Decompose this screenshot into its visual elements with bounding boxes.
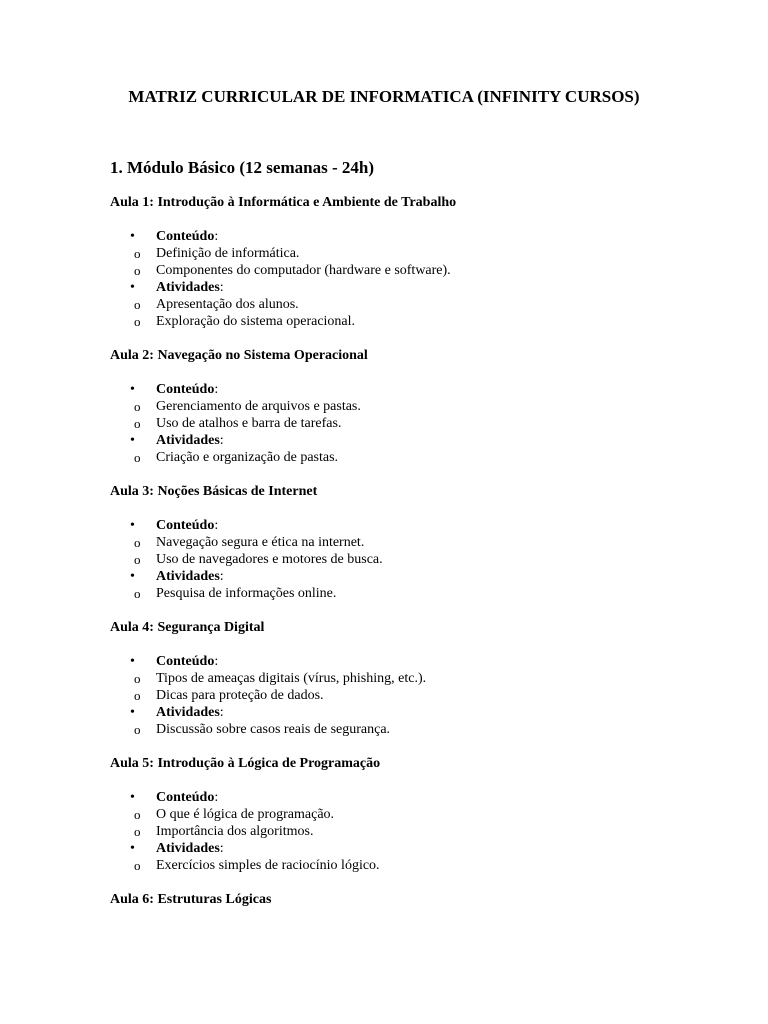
list-item [110, 296, 670, 313]
list-item-text: Importância dos algoritmos. [156, 824, 314, 839]
list-item-text: Navegação segura e ética na internet. [156, 535, 365, 550]
circle-bullet-icon: o [134, 297, 141, 312]
document-title: MATRIZ CURRICULAR DE INFORMATICA (INFINITY CURSOS) [128, 87, 640, 106]
circle-bullet-icon: o [134, 858, 141, 873]
sub-item-list [110, 721, 670, 738]
section-conteudo: • Conteúdo: [130, 518, 219, 533]
bullet-icon: • [130, 705, 135, 720]
sub-item-list [110, 296, 670, 330]
section-conteudo: • Conteúdo: [130, 654, 219, 669]
circle-bullet-icon: o [134, 535, 141, 550]
lesson-title: Aula 3: Noções Básicas de Internet [110, 484, 318, 499]
sub-item-list [110, 857, 670, 874]
list-item-text: Dicas para proteção de dados. [156, 688, 324, 703]
circle-bullet-icon: o [134, 450, 141, 465]
circle-bullet-icon: o [134, 399, 141, 414]
module-heading: 1. Módulo Básico (12 semanas - 24h) [110, 158, 374, 177]
list-item [110, 245, 670, 262]
section-conteudo: • Conteúdo: [130, 790, 219, 805]
list-item [110, 449, 670, 466]
section-atividades: • Atividades: [130, 705, 224, 720]
circle-bullet-icon: o [134, 671, 141, 686]
circle-bullet-icon: o [134, 416, 141, 431]
sub-item-list [110, 670, 670, 704]
list-item-text: Tipos de ameaças digitais (vírus, phishing, etc.). [156, 671, 427, 686]
lesson-5 [110, 755, 670, 874]
circle-bullet-icon: o [134, 688, 141, 703]
list-item [110, 262, 670, 279]
section-label: Atividades [156, 705, 220, 720]
section-label: Atividades [156, 280, 220, 295]
list-item-text: Gerenciamento de arquivos e pastas. [156, 399, 361, 414]
bullet-icon: • [130, 654, 135, 669]
section-label: Atividades [156, 569, 220, 584]
sub-item-list [110, 534, 670, 568]
circle-bullet-icon: o [134, 807, 141, 822]
section-label: Conteúdo [156, 654, 215, 669]
lesson-title: Aula 5: Introdução à Lógica de Programação [110, 756, 381, 771]
bullet-icon: • [130, 433, 135, 448]
section-atividades: • Atividades: [130, 280, 224, 295]
list-item [110, 551, 670, 568]
list-item [110, 823, 670, 840]
list-item [110, 806, 670, 823]
list-item [110, 415, 670, 432]
list-item-text: Apresentação dos alunos. [156, 297, 299, 312]
list-item-text: Exercícios simples de raciocínio lógico. [156, 858, 380, 873]
bullet-icon: • [130, 280, 135, 295]
sub-item-list [110, 806, 670, 840]
circle-bullet-icon: o [134, 824, 141, 839]
list-item-text: Uso de atalhos e barra de tarefas. [156, 416, 342, 431]
section-label: Conteúdo [156, 382, 215, 397]
section-atividades: • Atividades: [130, 841, 224, 856]
list-item-text: Uso de navegadores e motores de busca. [156, 552, 383, 567]
lesson-title: Aula 4: Segurança Digital [110, 620, 265, 635]
circle-bullet-icon: o [134, 552, 141, 567]
circle-bullet-icon: o [134, 586, 141, 601]
list-item-text: Definição de informática. [156, 246, 300, 261]
lesson-title: Aula 2: Navegação no Sistema Operacional [110, 348, 368, 363]
circle-bullet-icon: o [134, 246, 141, 261]
section-conteudo: • Conteúdo: [130, 229, 219, 244]
lesson-title: Aula 1: Introdução à Informática e Ambiente de Trabalho [110, 195, 457, 210]
list-item [110, 670, 670, 687]
list-item-text: O que é lógica de programação. [156, 807, 335, 822]
list-item-text: Discussão sobre casos reais de segurança. [156, 722, 391, 737]
bullet-icon: • [130, 518, 135, 533]
lesson-1 [110, 194, 670, 330]
bullet-icon: • [130, 382, 135, 397]
sub-item-list [110, 449, 670, 466]
sub-item-list [110, 398, 670, 432]
section-atividades: • Atividades: [130, 569, 224, 584]
list-item-text: Pesquisa de informações online. [156, 586, 337, 601]
section-atividades: • Atividades: [130, 433, 224, 448]
list-item-text: Criação e organização de pastas. [156, 450, 339, 465]
bullet-icon: • [130, 229, 135, 244]
list-item [110, 687, 670, 704]
bullet-icon: • [130, 790, 135, 805]
circle-bullet-icon: o [134, 314, 141, 329]
list-item [110, 857, 670, 874]
sub-item-list [110, 585, 670, 602]
lesson-3 [110, 483, 670, 602]
list-item [110, 313, 670, 330]
section-label: Conteúdo [156, 229, 215, 244]
list-item [110, 721, 670, 738]
bullet-icon: • [130, 569, 135, 584]
lesson-2 [110, 347, 670, 466]
circle-bullet-icon: o [134, 722, 141, 737]
sub-item-list [110, 245, 670, 279]
list-item [110, 585, 670, 602]
section-conteudo: • Conteúdo: [130, 382, 219, 397]
list-item [110, 398, 670, 415]
section-label: Atividades [156, 841, 220, 856]
list-item-text: Exploração do sistema operacional. [156, 314, 356, 329]
section-label: Conteúdo [156, 518, 215, 533]
section-label: Conteúdo [156, 790, 215, 805]
section-label: Atividades [156, 433, 220, 448]
list-item-text: Componentes do computador (hardware e software). [156, 263, 451, 278]
list-item [110, 534, 670, 551]
bullet-icon: • [130, 841, 135, 856]
lesson-list [110, 194, 670, 925]
lesson-title: Aula 6: Estruturas Lógicas [110, 892, 272, 907]
lesson-4 [110, 619, 670, 738]
lesson-6 [110, 891, 670, 908]
circle-bullet-icon: o [134, 263, 141, 278]
